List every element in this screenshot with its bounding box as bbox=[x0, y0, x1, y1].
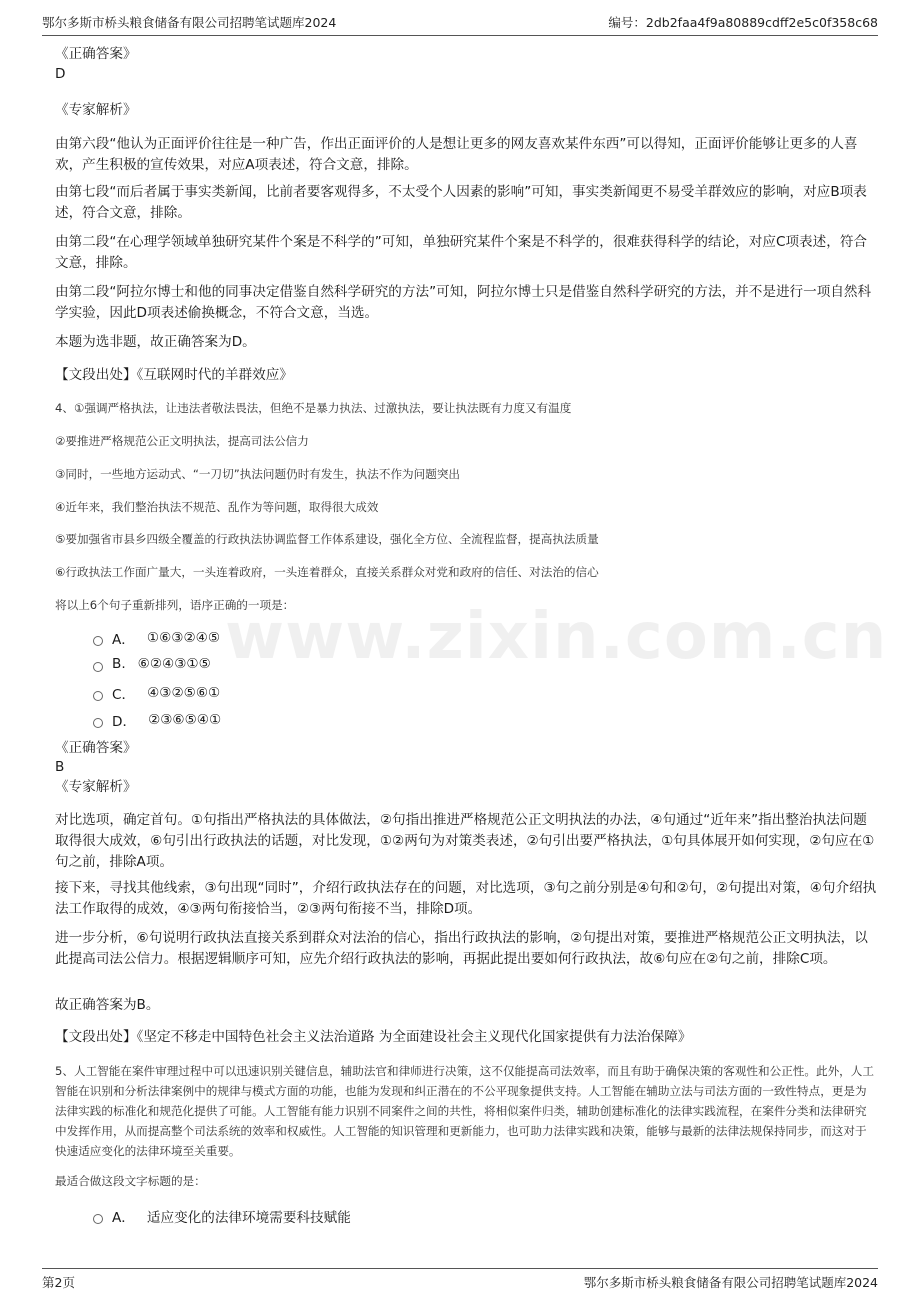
page-header bbox=[42, 13, 878, 36]
q4-answer: B bbox=[55, 759, 65, 775]
q3-conclusion: 本题为选非题，故正确答案为D。 bbox=[55, 334, 256, 350]
q4-option-a[interactable]: A． ①⑥③②④⑤ bbox=[93, 628, 220, 648]
q5-passage: 5、人工智能在案件审理过程中可以迅速识别关键信息，辅助法官和律师进行决策，这不仅能提高司法效率，而且有助于确保决策的客观性和公正性。此外，人工智能在识别和分析法律案例中的规律与模式方面的功能，也能为发现和纠正潜在的不公平现象提供支持。人工智能在辅助立法与司法方面的一致性特点，更是为法律实践的标准化和规范化提供了可能。人工智能有能力识别不同案件之间的共性，将相似案件归类，辅助创建标准化的法律实践流程，在案件分类和法律研究中发挥作用，从而提高整个司法系统的效率和权威性。人工智能的知识管理和更新能力，也可助力法律实践和决策，能够与最新的法律法规保持同步，而这对于快速适应变化的法律环境至关重要。 bbox=[55, 1064, 874, 1158]
q4-item: ④近年来，我们整治执法不规范、乱作为等问题，取得很大成效 bbox=[55, 500, 379, 514]
q4-option-d[interactable]: D． ②③⑥⑤④① bbox=[93, 710, 221, 730]
header-title: 鄂尔多斯市桥头粮食储备有限公司招聘笔试题库2024 bbox=[42, 15, 337, 30]
q3-analysis-paragraph: 由第七段“而后者属于事实类新闻，比前者要客观得多，不太受个人因素的影响”可知，事实类新闻更不易受羊群效应的影响，对应B项表述，符合文意，排除。 bbox=[55, 184, 867, 221]
q4-source: 【文段出处】《坚定不移走中国特色社会主义法治道路 为全面建设社会主义现代化国家提供有力法治保障》 bbox=[55, 1029, 692, 1045]
q4-item: 4、①强调严格执法，让违法者敬法畏法，但绝不是暴力执法、过激执法，要让执法既有力度又有温度 bbox=[55, 401, 572, 415]
q3-answer: D bbox=[55, 66, 66, 82]
q3-analysis-paragraph: 由第二段“阿拉尔博士和他的同事决定借鉴自然科学研究的方法”可知，阿拉尔博士只是借鉴自然科学研究的方法，并不是进行一项自然科学实验，因此D项表述偷换概念，不符合文意，当选。 bbox=[55, 284, 872, 321]
footer-title: 鄂尔多斯市桥头粮食储备有限公司招聘笔试题库2024 bbox=[583, 1275, 878, 1290]
q4-item: ⑥行政执法工作面广量大，一头连着政府，一头连着群众，直接关系群众对党和政府的信任、对法治的信心 bbox=[55, 565, 599, 579]
radio-icon[interactable] bbox=[93, 1214, 103, 1224]
q4-analysis-heading: 《专家解析》 bbox=[55, 779, 137, 795]
q3-answer-heading: 《正确答案》 bbox=[55, 46, 137, 62]
q3-source: 【文段出处】《互联网时代的羊群效应》 bbox=[55, 367, 293, 383]
q4-item: ③同时，一些地方运动式、“一刀切”执法问题仍时有发生，执法不作为问题突出 bbox=[55, 467, 461, 481]
page-footer bbox=[42, 1268, 878, 1291]
radio-icon[interactable] bbox=[93, 636, 103, 646]
q4-analysis-paragraph: 接下来，寻找其他线索，③句出现“同时”，介绍行政执法存在的问题，对比选项，③句之前分别是④句和②句，②句提出对策，④句介绍执法工作取得的成效，④③两句衔接恰当，②③两句衔接不当，排除D项。 bbox=[55, 880, 877, 917]
q4-option-c[interactable]: C． ④③②⑤⑥① bbox=[93, 683, 220, 703]
q4-answer-heading: 《正确答案》 bbox=[55, 740, 137, 756]
q3-analysis-paragraph: 由第六段“他认为正面评价往往是一种广告，作出正面评价的人是想让更多的网友喜欢某件东西”可以得知，正面评价能够让更多的人喜欢，产生积极的宣传效果，对应A项表述，符合文意，排除。 bbox=[55, 136, 858, 173]
q5-option-a[interactable]: A． 适应变化的法律环境需要科技赋能 bbox=[93, 1206, 351, 1226]
q4-analysis-paragraph: 对比选项，确定首句。①句指出严格执法的具体做法，②句指出推进严格规范公正文明执法的办法，④句通过“近年来”指出整治执法问题取得很大成效，⑥句引出行政执法的话题，对比发现，①②两句为对策类表述，②句引出要严格执法，①句具体展开如何实现，②句应在①句之前，排除A项。 bbox=[55, 812, 875, 870]
q4-item: ⑤要加强省市县乡四级全覆盖的行政执法协调监督工作体系建设，强化全方位、全流程监督，提高执法质量 bbox=[55, 532, 599, 546]
document-id: 编号：2db2faa4f9a80889cdff2e5c0f358c68 bbox=[608, 15, 878, 30]
radio-icon[interactable] bbox=[93, 718, 103, 728]
q4-conclusion: 故正确答案为B。 bbox=[55, 997, 160, 1013]
q5-prompt: 最适合做这段文字标题的是： bbox=[55, 1174, 206, 1188]
q4-prompt: 将以上6个句子重新排列，语序正确的一项是： bbox=[55, 598, 295, 612]
q3-analysis-paragraph: 由第二段“在心理学领域单独研究某件个案是不科学的”可知，单独研究某件个案是不科学的，很难获得科学的结论，对应C项表述，符合文意，排除。 bbox=[55, 234, 868, 271]
q4-analysis-paragraph: 进一步分析，⑥句说明行政执法直接关系到群众对法治的信心，指出行政执法的影响，②句提出对策，要推进严格规范公正文明执法，以此提高司法公信力。根据逻辑顺序可知，应先介绍行政执法的影响，再据此提出要如何行政执法，故⑥句应在②句之前，排除C项。 bbox=[55, 930, 868, 967]
radio-icon[interactable] bbox=[93, 662, 103, 672]
q4-item: ②要推进严格规范公正文明执法，提高司法公信力 bbox=[55, 434, 309, 448]
q3-analysis-heading: 《专家解析》 bbox=[55, 102, 137, 118]
radio-icon[interactable] bbox=[93, 691, 103, 701]
watermark: www.zixin.com.cn bbox=[225, 600, 888, 674]
page-number: 第2页 bbox=[42, 1275, 75, 1290]
q4-option-b[interactable]: B. ⑥②④③①⑤ bbox=[93, 656, 211, 672]
